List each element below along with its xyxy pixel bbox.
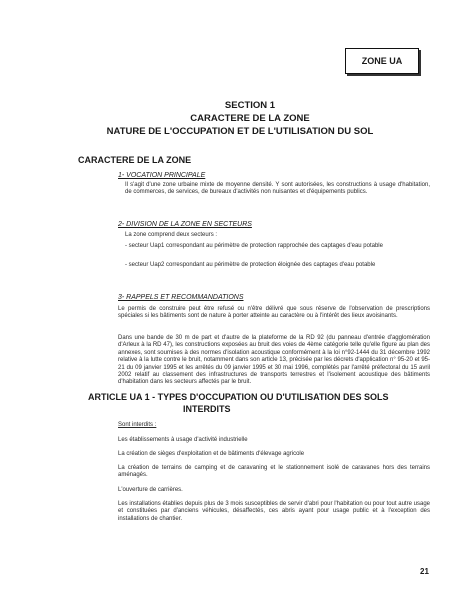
rappels-paragraph-1: Le permis de construire peut être refusé ou n'être délivré que sous réserve de l'observation de prescriptions spéciales si les bâtiments sont de nature à porter atteinte au caractère ou à l'intérêt des lieux avoisinants. (118, 306, 430, 320)
list-item: Les installations établies depuis plus de 3 mois susceptibles de servir d'abri pour l'habitation ou pour tout autre usage et constituées par d'anciens véhicules, désaffectés, ces abris ayant pour usage public et à l'exception des installations de chantier. (118, 501, 430, 522)
rappels-paragraph-2: Dans une bande de 30 m de part et d'autre de la plateforme de la RD 92 (du panneau d'entrée d'agglomération d'Arleux à la RD 47), les constructions exposées au bruit des voies de 4ème catégorie telle qu'elle figure au plan des annexes, sont soumises à des normes d'isolation acoustique conformément à la loi n°92-1444 du 31 décembre 1992 relative à la lutte contre le bruit, notamment dans son article 13, précisée par les décrets d'application n° 95-20 et 95-21 du 09 janvier 1995 et les arrêtés du 09 janvier 1995 et 30 mai 1996, complétés par l'arrêté préfectoral du 15 avril 2002 relatif au classement des infrastructures de transports terrestres et l'isolement acoustique des bâtiments d'habitation dans les secteurs affectés par le bruit. (118, 335, 430, 386)
list-item: Les établissements à usage d'activité industrielle (118, 437, 248, 443)
section-nature-title: NATURE DE L'OCCUPATION ET DE L'UTILISATION DU SOL (106, 126, 374, 137)
zone-label: ZONE UA (361, 56, 403, 66)
division-heading: 2- DIVISION DE LA ZONE EN SECTEURS (118, 221, 252, 228)
list-item: L'ouverture de carrières. (118, 487, 183, 493)
rappels-heading: 3- RAPPELS ET RECOMMANDATIONS (118, 294, 244, 301)
vocation-text: Il s'agit d'une zone urbaine mixte de moyenne densité. Y sont autorisées, les constructions à usage d'habitation, de commerces, de services, de bureaux d'activités non nuisantes et d'équipements publics. (125, 182, 430, 196)
zone-label-box (345, 48, 419, 74)
division-item-2: - secteur Uap2 correspondant au périmètre de protection éloignée des captages d'eau potable (125, 262, 376, 268)
section-subtitle: CARACTERE DE LA ZONE (190, 113, 310, 124)
division-intro: La zone comprend deux secteurs : (125, 232, 218, 238)
caractere-heading: CARACTERE DE LA ZONE (78, 155, 192, 165)
article-ua1-heading-cont: INTERDITS (183, 404, 231, 414)
article-ua1-heading: ARTICLE UA 1 - TYPES D'OCCUPATION OU D'UTILISATION DES SOLS (88, 392, 389, 402)
division-item-1: - secteur Uap1 correspondant au périmètre de protection rapprochée des captages d'eau potable (125, 243, 383, 249)
page-number: 21 (420, 567, 429, 576)
vocation-heading: 1- VOCATION PRINCIPALE (118, 172, 206, 179)
section-title: SECTION 1 (224, 100, 276, 111)
list-item: La création de terrains de camping et de caravaning et le stationnement isolé de caravanes hors des terrains aménagés. (118, 465, 430, 479)
article-subheading: Sont interdits : (118, 422, 157, 428)
list-item: La création de sièges d'exploitation et de bâtiments d'élevage agricole (118, 451, 305, 457)
